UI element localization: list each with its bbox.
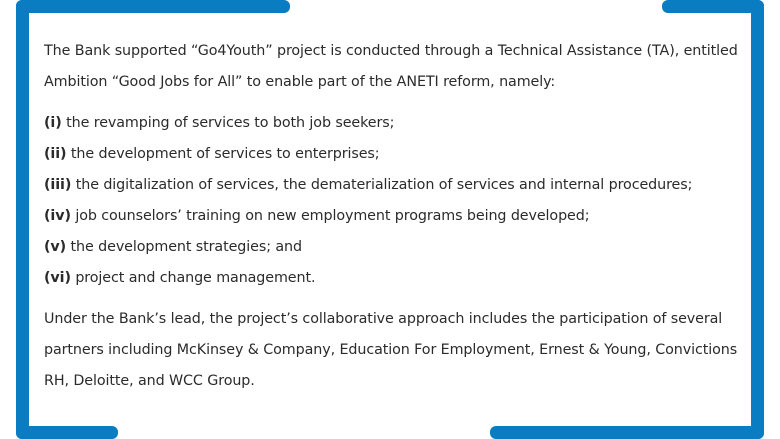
frame-left-bar bbox=[16, 0, 29, 439]
frame-right-bar bbox=[751, 0, 764, 439]
list-item-text: job counselors’ training on new employment programs being developed; bbox=[70, 208, 590, 224]
list-marker: (iv) bbox=[44, 208, 71, 224]
frame-top-left-bar bbox=[16, 0, 290, 13]
frame-bottom-right-bar bbox=[490, 426, 764, 439]
list-item-text: the development strategies; and bbox=[66, 239, 302, 255]
list-marker: (vi) bbox=[44, 270, 71, 286]
intro-paragraph: The Bank supported “Go4Youth” project is conducted through a Technical Assistance (TA), entitled Ambition “Good Jobs for All” to enable part of the ANETI reform, namely: bbox=[44, 43, 738, 90]
list-item bbox=[44, 170, 738, 201]
list-marker: (ii) bbox=[44, 146, 67, 162]
list-marker: (v) bbox=[44, 239, 67, 255]
list-item bbox=[44, 201, 738, 232]
list-marker: (i) bbox=[44, 115, 62, 131]
list-item-text: the development of services to enterprises; bbox=[66, 146, 380, 162]
list-item bbox=[44, 139, 738, 170]
frame-top-right-bar bbox=[662, 0, 764, 13]
list-item bbox=[44, 263, 738, 294]
list-item-text: the digitalization of services, the dematerialization of services and internal procedures; bbox=[71, 177, 693, 193]
list-item bbox=[44, 232, 738, 263]
text-box bbox=[44, 36, 738, 397]
list-item-text: the revamping of services to both job seekers; bbox=[61, 115, 395, 131]
list-item-text: project and change management. bbox=[70, 270, 316, 286]
closing-paragraph: Under the Bank’s lead, the project’s collaborative approach includes the participation of several partners including McKinsey & Company, Education For Employment, Ernest & Young, Convictions RH, Deloitte, and WCC Group. bbox=[44, 311, 738, 389]
reform-list bbox=[44, 108, 738, 294]
list-item bbox=[44, 108, 738, 139]
frame-bottom-left-bar bbox=[16, 426, 118, 439]
list-marker: (iii) bbox=[44, 177, 72, 193]
